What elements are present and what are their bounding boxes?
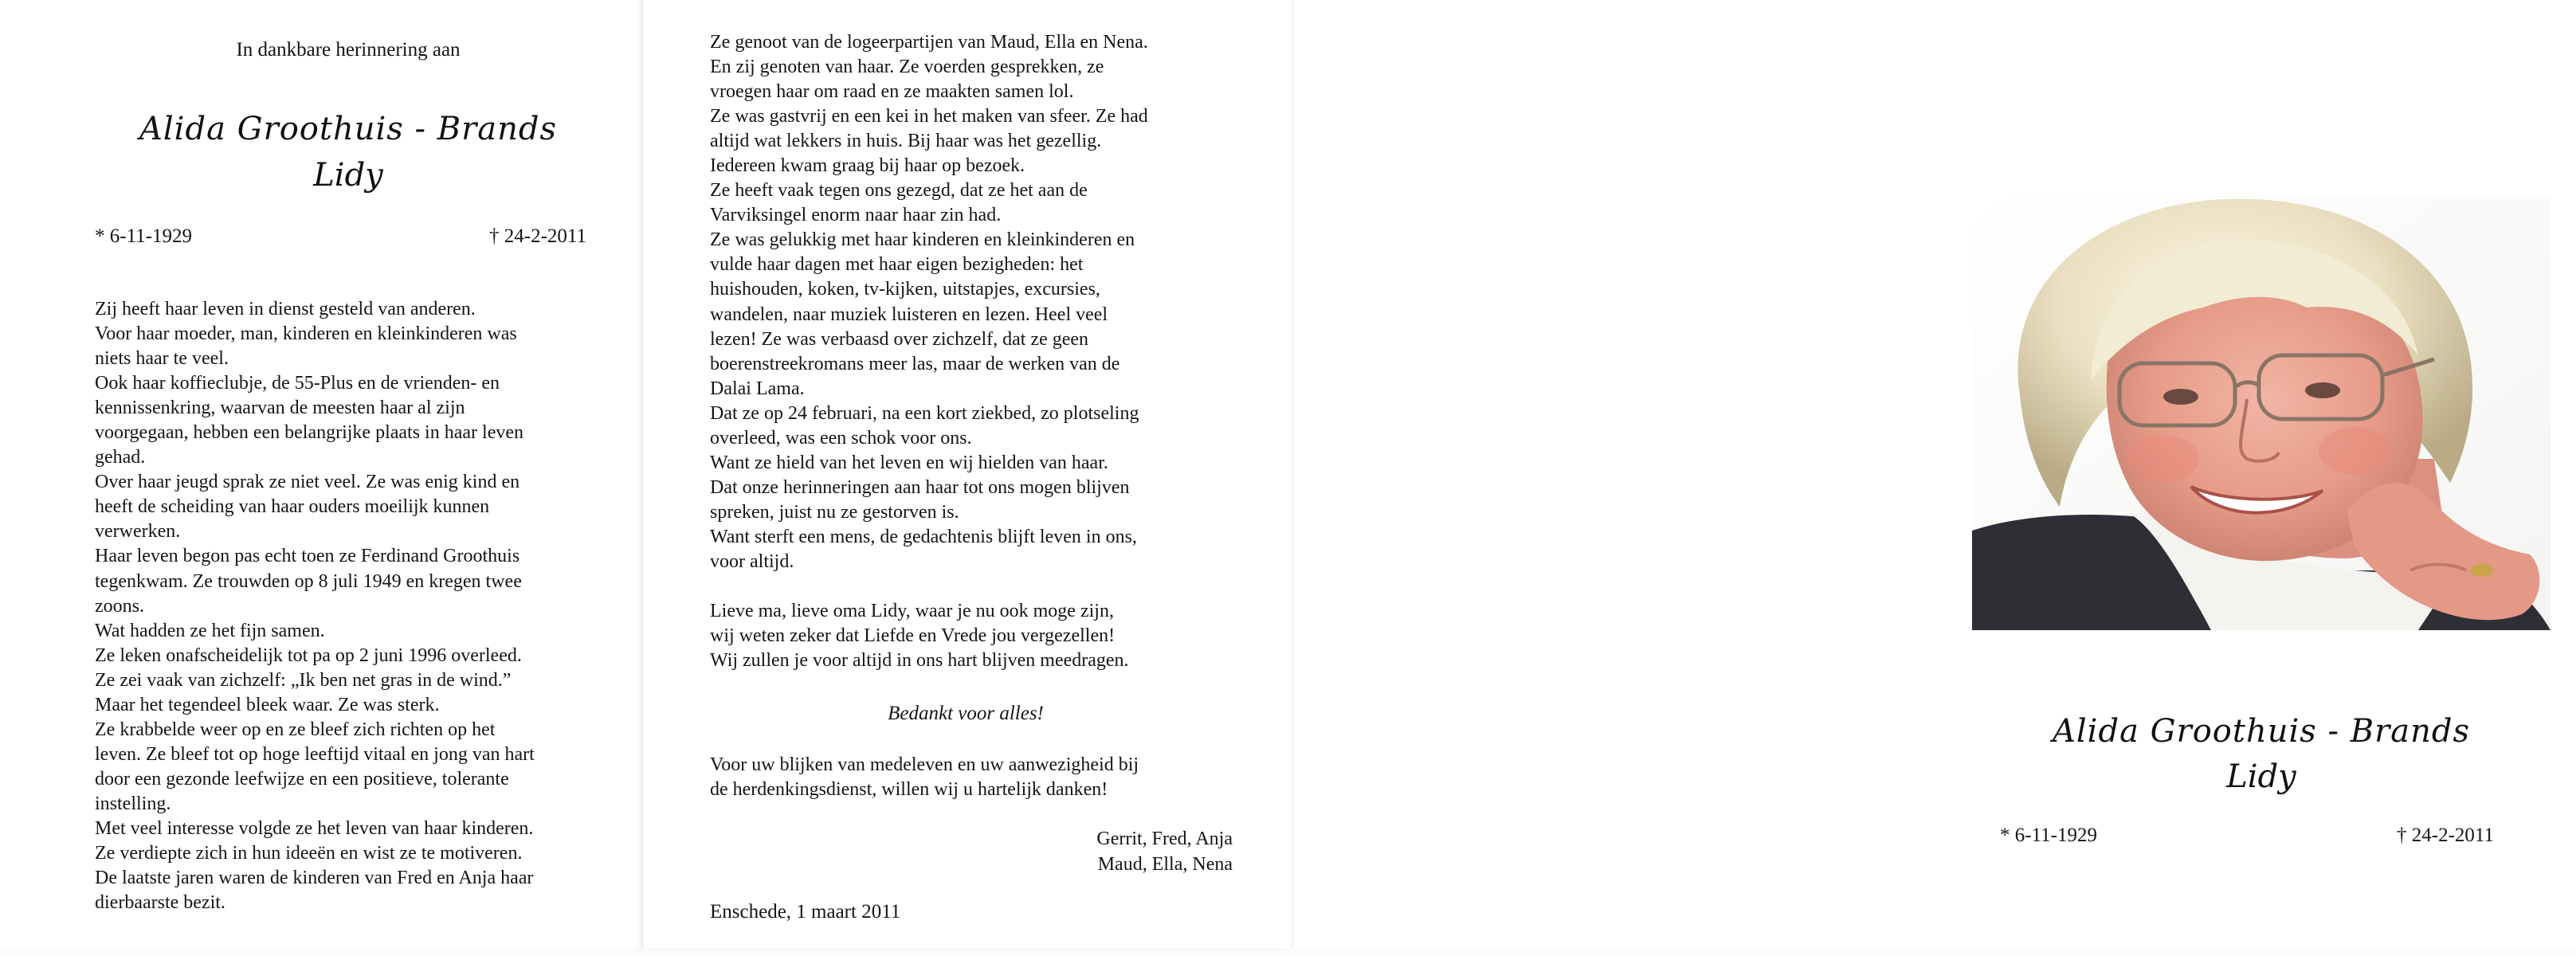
biography-line: Ook haar koffieclubje, de 55-Plus en de vrienden- en <box>95 373 500 394</box>
thanks-line: Bedankt voor alles! <box>888 703 1044 724</box>
biography-line: Maar het tegendeel bleek waar. Ze was sterk. <box>95 694 440 715</box>
closing-line: de herdenkingsdienst, willen wij u hartelijk danken! <box>710 779 1108 801</box>
biography-continued-line: altijd wat lekkers in huis. Bij haar was het gezellig. <box>710 131 1102 152</box>
biography-continued-line: voor altijd. <box>710 550 794 572</box>
biography-continued-line: boerenstreekromans meer las, maar de werken van de <box>710 353 1120 374</box>
biography-continued-line: spreken, juist nu ze gestorven is. <box>710 501 959 523</box>
biography-line: verwerken. <box>95 521 181 543</box>
biography-line: gehad. <box>95 447 146 468</box>
birth-date: * 6-11-1929 <box>95 225 192 247</box>
right-eye <box>2305 382 2340 398</box>
biography-continued-line: En zij genoten van haar. Ze voerden gesprekken, ze <box>710 57 1104 78</box>
paragraph-gap <box>710 574 1236 599</box>
biography-continued-line: Ze genoot van de logeerpartijen van Maud, Ella en Nena. <box>710 32 1148 53</box>
biography-line: Haar leven begon pas echt toen ze Ferdinand Groothuis <box>95 546 520 567</box>
biography-continued-line: Want sterft een mens, de gedachtenis blijft leven in ons, <box>710 526 1137 547</box>
biography-line: heeft de scheiding van haar ouders moeilijk kunnen <box>95 496 490 518</box>
biography-continued-line: Ze was gelukkig met haar kinderen en kleinkinderen en <box>710 229 1135 251</box>
death-date: † 24-2-2011 <box>489 225 586 247</box>
biography-line: Ze zei vaak van zichzelf: „Ik ben net gras in de wind.” <box>95 669 512 691</box>
biography-line: Zij heeft haar leven in dienst gesteld van anderen. <box>95 299 476 319</box>
signoff-line: Maud, Ella, Nena <box>1097 854 1233 875</box>
birth-date-front: * 6-11-1929 <box>2000 825 2097 846</box>
biography-continued-line: Varviksingel enorm naar haar zin had. <box>710 205 1002 226</box>
biography-line: Wat hadden ze het fijn samen. <box>95 620 325 641</box>
biography-text <box>95 297 605 915</box>
left-cheek <box>2127 435 2199 483</box>
biography-line: De laatste jaren waren de kinderen van Fred en Anja haar <box>95 868 534 889</box>
poem-line: Lieve ma, lieve oma Lidy, waar je nu ook moge zijn, <box>710 601 1114 622</box>
biography-continued <box>710 30 1236 673</box>
closing-line: Voor uw blijken van medeleven en uw aanwezigheid bij <box>710 754 1139 775</box>
biography-continued-line: Dat onze herinneringen aan haar tot ons mogen blijven <box>710 476 1130 498</box>
ring-icon <box>2471 564 2493 577</box>
biography-line: zoons. <box>95 595 144 617</box>
biography-line: door een gezonde leefwijze en een positieve, tolerante <box>95 768 509 789</box>
biography-continued-line: Ze heeft vaak tegen ons gezegd, dat ze het aan de <box>710 180 1088 202</box>
left-panel <box>0 0 637 948</box>
biography-line: tegenkwam. Ze trouwden op 8 juli 1949 en kregen twee <box>95 570 522 592</box>
biography-line: Ze verdiepte zich in hun ideeën en wist ze te motiveren. <box>95 843 523 864</box>
biography-continued-line: Iedereen kwam graag bij haar op bezoek. <box>710 155 1025 177</box>
biography-line: Ze leken onafscheidelijk tot pa op 2 juni 1996 overleed. <box>95 645 522 666</box>
deceased-nickname: Lidy <box>313 157 383 194</box>
deceased-name: Alida Groothuis - Brands <box>139 111 557 147</box>
place-and-date: Enschede, 1 maart 2011 <box>710 901 901 923</box>
biography-continued-line: vulde haar dagen met haar eigen bezigheden: het <box>710 254 1084 276</box>
biography-continued-line: overleed, was een schok voor ons. <box>710 427 972 449</box>
card-heading: In dankbare herinnering aan <box>236 39 461 61</box>
right-panel <box>1292 0 2576 948</box>
poem-line: wij weten zeker dat Liefde en Vrede jou vergezellen! <box>710 625 1115 647</box>
biography-continued-line: huishouden, koken, tv-kijken, uitstapjes, excursies, <box>710 279 1100 300</box>
deceased-name-front: Alida Groothuis - Brands <box>2053 713 2470 750</box>
family-signoff <box>1096 826 1233 877</box>
left-eye <box>2163 389 2198 405</box>
biography-continued-line: lezen! Ze was verbaasd over zichzelf, dat ze geen <box>710 328 1089 350</box>
biography-line: dierbaarste bezit. <box>95 892 225 914</box>
farewell-poem <box>710 599 1236 673</box>
biography-continued-line: Dat ze op 24 februari, na een kort ziekbed, zo plotseling <box>710 402 1139 424</box>
deceased-nickname-front: Lidy <box>2226 758 2296 795</box>
right-cheek <box>2319 427 2390 475</box>
signoff-line: Gerrit, Fred, Anja <box>1096 829 1233 849</box>
biography-line: Met veel interesse volgde ze het leven van haar kinderen. <box>95 817 534 839</box>
biography-continued-line: Want ze hield van het leven en wij hielden van haar. <box>710 452 1108 473</box>
biography-continued-line: vroegen haar om raad en ze maakten samen lol. <box>710 81 1074 103</box>
biography-continued-line: Dalai Lama. <box>710 378 805 399</box>
biography-continued-line: Ze was gastvrij en een kei in het maken van sfeer. Ze had <box>710 106 1148 127</box>
biography-line: Over haar jeugd sprak ze niet veel. Ze was enig kind en <box>95 472 520 493</box>
biography-line: kennissenkring, waarvan de meesten haar al zijn <box>95 398 465 419</box>
middle-panel <box>642 0 1288 948</box>
biography-line: Ze krabbelde weer op en ze bleef zich richten op het <box>95 719 496 740</box>
biography-line: instelling. <box>95 793 171 814</box>
closing-text <box>710 753 1236 802</box>
biography-continued-line: wandelen, naar muziek luisteren en lezen. Heel veel <box>710 304 1108 325</box>
biography-line: Voor haar moeder, man, kinderen en kleinkinderen was <box>95 323 517 345</box>
biography-line: voorgegaan, hebben een belangrijke plaats in haar leven <box>95 422 523 444</box>
death-date-front: † 24-2-2011 <box>2397 825 2494 846</box>
poem-line: Wij zullen je voor altijd in ons hart blijven meedragen. <box>710 650 1129 672</box>
biography-continued-text <box>710 30 1236 574</box>
biography-line: niets haar te veel. <box>95 348 229 370</box>
biography-line: leven. Ze bleef tot op hoge leeftijd vitaal en jong van hart <box>95 743 535 765</box>
portrait-photo <box>1972 196 2551 630</box>
